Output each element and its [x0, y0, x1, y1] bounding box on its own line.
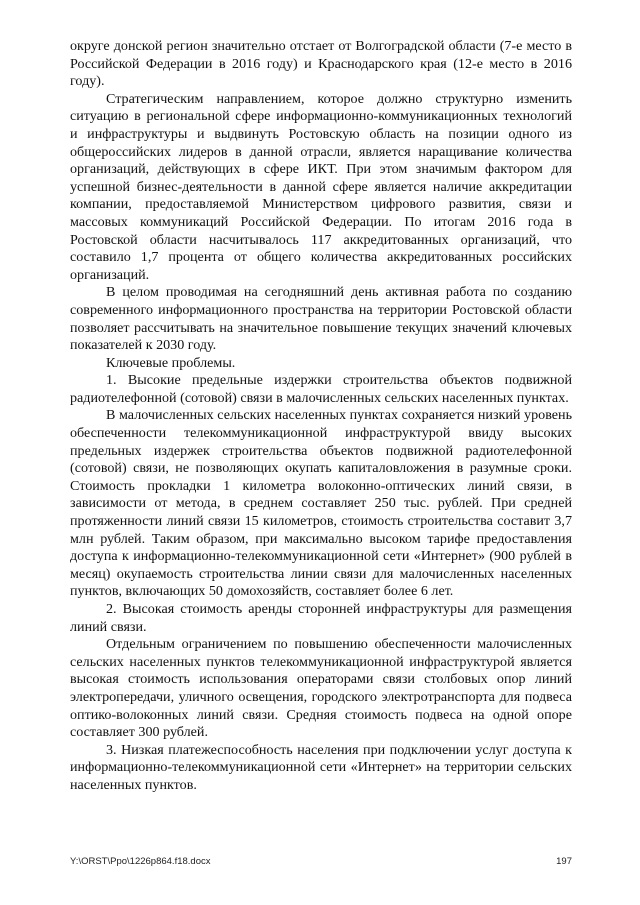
paragraph-2: Стратегическим направлением, которое должно структурно изменить ситуацию в региональной сфере информационно-коммуникационных технологий и инфраструктуры и выдвинуть Ростовскую область на позиции одного из общероссийских лидеров в данной отрасли, является наращивание количества организаций, действующих в сфере ИКТ. При этом значимым фактором для успешной бизнес-деятельности в данной сфере является наличие аккредитации компании, предоставляемой Министерством цифрового развития, связи и массовых коммуникаций Российской Федерации. По итогам 2016 года в Ростовской области насчитывалось 117 аккредитованных организаций, что составило 1,7 процента от общего количества аккредитованных российских организаций.: [70, 90, 572, 283]
page-footer: [70, 856, 572, 870]
paragraph-problem-3-title: 3. Низкая платежеспособность населения при подключении услуг доступа к информационно-телекоммуникационной сети «Интернет» на территории сельских населенных пунктов.: [70, 741, 572, 793]
footer-file-path: Y:\ORST\Ppo\1226p864.f18.docx: [70, 856, 211, 867]
paragraph-problem-1-body: В малочисленных сельских населенных пунктах сохраняется низкий уровень обеспеченности телекоммуникационной инфраструктурой ввиду высоких предельных издержек строительства объектов подвижной радиотелефонной (сотовой) связи, не позволяющих окупать капиталовложения в разумные сроки. Стоимость прокладки 1 километра волоконно-оптических линий связи, в зависимости от метода, в среднем составляет 250 тыс. рублей. При средней протяженности линий связи 15 километров, стоимость строительства составит 3,7 млн рублей. Таким образом, при максимально высоком тарифе предоставления доступа к информационно-телекоммуникационной сети «Интернет» (900 рублей в месяц) окупаемость строительства линии связи для малочисленных населенных пунктов, включающих 50 домохозяйств, составляет более 6 лет.: [70, 407, 572, 600]
paragraph-problem-1-title: 1. Высокие предельные издержки строительства объектов подвижной радиотелефонной (сотовой) связи в малочисленных сельских населенных пунктах.: [70, 372, 572, 406]
paragraph-1: округе донской регион значительно отстает от Волгоградской области (7-е место в Российской Федерации в 2016 году) и Краснодарского края (12-е место в 2016 году).: [70, 38, 572, 90]
footer-page-number: 197: [556, 856, 572, 867]
document-body: [70, 38, 572, 795]
paragraph-problem-2-body: Отдельным ограничением по повышению обеспеченности малочисленных сельских населенных пунктов телекоммуникационной инфраструктурой является высокая стоимость использования операторами связи столбовых опор линий электропередачи, уличного освещения, городского электротранспорта для подвеса оптико-волоконных линий связи. Средняя стоимость подвеса на одной опоре составляет 300 рублей.: [70, 636, 572, 741]
paragraph-problem-2-title: 2. Высокая стоимость аренды сторонней инфраструктуры для размещения линий связи.: [70, 601, 572, 635]
paragraph-key-problems-heading: Ключевые проблемы.: [106, 354, 236, 371]
paragraph-3: В целом проводимая на сегодняшний день активная работа по созданию современного информационного пространства на территории Ростовской области позволяет рассчитывать на значительное повышение текущих значений ключевых показателей к 2030 году.: [70, 284, 572, 354]
